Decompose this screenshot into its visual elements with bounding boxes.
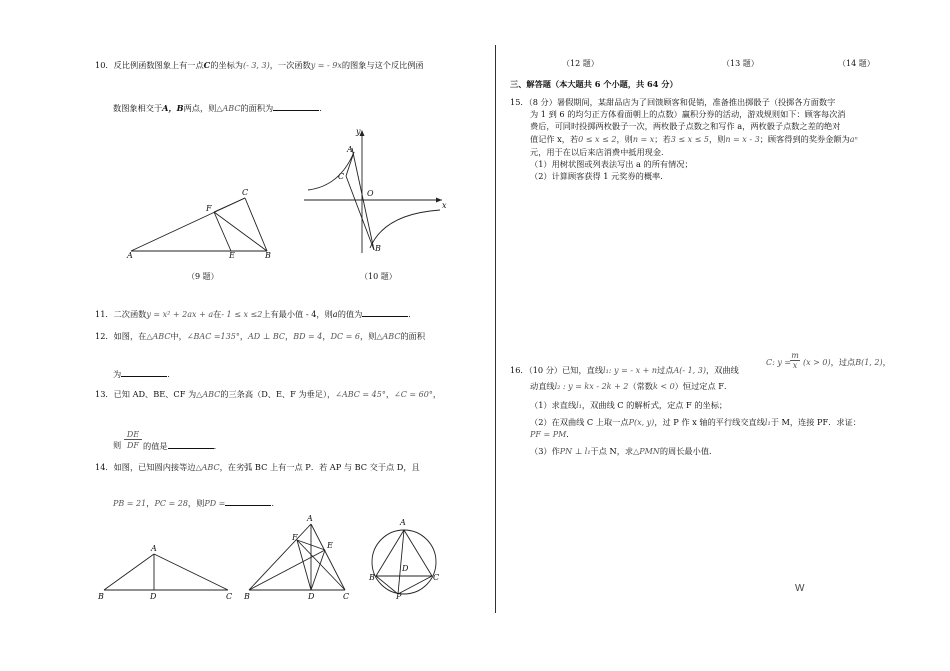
- fig14-label-a: A: [400, 518, 406, 527]
- q14-line2: PB = 21，PC = 28，则PD = .: [113, 498, 274, 508]
- q10-line1: 10．反比例函数图象上有一点C的坐标为(- 3, 3)，一次函数y = - 9x的图象与这个反比例函: [95, 60, 424, 70]
- q11: 11．二次函数y = x² + 2ax + a在- 1 ≤ x ≤2上有最小值 - 4，则a的值为 .: [95, 309, 411, 319]
- q12-line1: 12．如图，在△ABC中，∠BAC =135°，AD ⊥ BC，BD = 4，DC = 6，则△ABC的面积: [95, 331, 426, 341]
- column-divider: [495, 45, 496, 613]
- fig13-label-e: E: [327, 541, 333, 550]
- fig9-label-c: C: [242, 188, 249, 197]
- fig9-label-e: E: [229, 251, 235, 260]
- fig10-label-o: O: [367, 189, 374, 198]
- q13-line2a: 则: [113, 440, 122, 450]
- fig10-label-a: A: [347, 145, 353, 154]
- figure-14: [368, 520, 448, 600]
- fig10-caption: （10 题）: [360, 272, 397, 281]
- figure-9: [125, 190, 275, 265]
- q16-sub2b: PF = PM．: [530, 429, 575, 439]
- q13-frac-num: DE: [124, 430, 142, 440]
- q15-sub1: （1）用树状图或列表法写出 a 的所有情况；: [530, 159, 693, 169]
- answer-blank[interactable]: [225, 497, 271, 506]
- fig13-label-d: D: [308, 592, 315, 601]
- fig12-caption: （12 题）: [562, 59, 599, 68]
- fig13-label-a: A: [307, 514, 313, 523]
- q16-hyperbola: C: y =: [766, 358, 792, 367]
- q16-frac-m: m: [791, 351, 799, 360]
- q15-line3: 费后，可同时投掷两枚骰子一次，两枚骰子点数之和写作 a，两枚骰子点数之差的绝对: [530, 121, 841, 131]
- q16-sub3: （3）作PN ⊥ l₁于点 N，求△PMN的周长最小值.: [530, 446, 712, 456]
- figure-12: [100, 550, 240, 595]
- q10-line2: 数图象相交于A，B两点，则△ABC的面积为 .: [113, 103, 322, 113]
- fig14-label-p: P: [396, 592, 402, 601]
- fig12-label-c: C: [226, 592, 233, 601]
- q16-sub2: （2）在双曲线 C 上取一点P(x, y)，过 P 作 x 轴的平行线交直线l₁于 M，连接 PF．求证：: [530, 417, 861, 427]
- fig10-label-b: B: [375, 244, 381, 253]
- fig9-label-f: F: [206, 204, 212, 213]
- fig14-label-b: B: [369, 573, 375, 582]
- fig13-label-f: F: [292, 533, 298, 542]
- answer-blank[interactable]: [121, 368, 167, 377]
- q13-line2: 的值是 .: [143, 441, 217, 451]
- fig13-caption: （13 题）: [722, 59, 759, 68]
- fig14-label-d: D: [402, 564, 409, 573]
- q16-line1-tail: (x > 0)，过点B(1, 2)，: [803, 357, 891, 367]
- q16-line2: 动直线l₂ : y = kx - 2k + 2（常数k < 0）恒过定点 F．: [530, 381, 733, 391]
- q15-line1: 15．（8 分）暑假期间，某甜品店为了回馈顾客和促销，准备推出掷骰子（投掷各方面数字: [510, 97, 836, 107]
- fig12-label-d: D: [150, 592, 157, 601]
- figure-10: [300, 128, 450, 258]
- fig14-caption: （14 题）: [838, 59, 875, 68]
- fig12-label-a: A: [151, 544, 157, 553]
- q13-frac-den: DF: [127, 441, 139, 450]
- fig12-label-b: B: [98, 592, 104, 601]
- fig9-label-b: B: [265, 251, 271, 260]
- q15-sub2: （2）计算顾客获得 1 元奖券的概率．: [530, 171, 669, 181]
- q15-line5: 元，用于在以后来店消费中抵用现金．: [530, 147, 670, 157]
- q16-line1: 16．（10 分）已知，直线l₁: y = - x + n过点A(- 1, 3)，双曲线: [510, 365, 739, 375]
- q13-line1: 13．已知 AD、BE、CF 为△ABC的三条高（D、E、F 为垂足），∠ABC = 45°，∠C = 60°，: [95, 389, 442, 399]
- q16-sub1: （1）求直线l₁，双曲线 C 的解析式，定点 F 的坐标；: [530, 400, 728, 410]
- section-heading: 三、解答题（本大题共 6 个小题，共 64 分）: [510, 79, 678, 89]
- answer-blank[interactable]: [273, 102, 319, 111]
- fig10-label-x: x: [442, 201, 447, 210]
- fig9-caption: （9 题）: [187, 272, 219, 281]
- fig10-label-c: C: [338, 172, 345, 181]
- fig13-label-c: C: [343, 592, 350, 601]
- fig10-label-y: y: [356, 127, 361, 136]
- fig13-label-b: B: [244, 592, 250, 601]
- page-mark: W: [795, 583, 805, 594]
- fig9-label-a: A: [127, 251, 133, 260]
- answer-blank[interactable]: [362, 308, 408, 317]
- answer-blank[interactable]: [168, 440, 214, 449]
- q15-line4: 值记作 x，若0 ≤ x ≤ 2，则n = x；若3 ≤ x ≤ 5，则n = x - 3；顾客得到的奖券金额为aⁿ: [530, 134, 858, 144]
- q12-line2: 为 .: [113, 369, 170, 379]
- q15-line2: 为 1 到 6 的均匀正方体看面朝上的点数）赢积分券的活动，游戏规则如下：顾客每次消: [530, 109, 846, 119]
- figure-13: [245, 520, 355, 595]
- q16-frac-x: x: [792, 361, 798, 370]
- q14-line1: 14．如图，已知圆内接等边△ABC，在劣弧 BC 上有一点 P．若 AP 与 BC 交于点 D，且: [95, 462, 420, 472]
- fig14-label-c: C: [433, 573, 440, 582]
